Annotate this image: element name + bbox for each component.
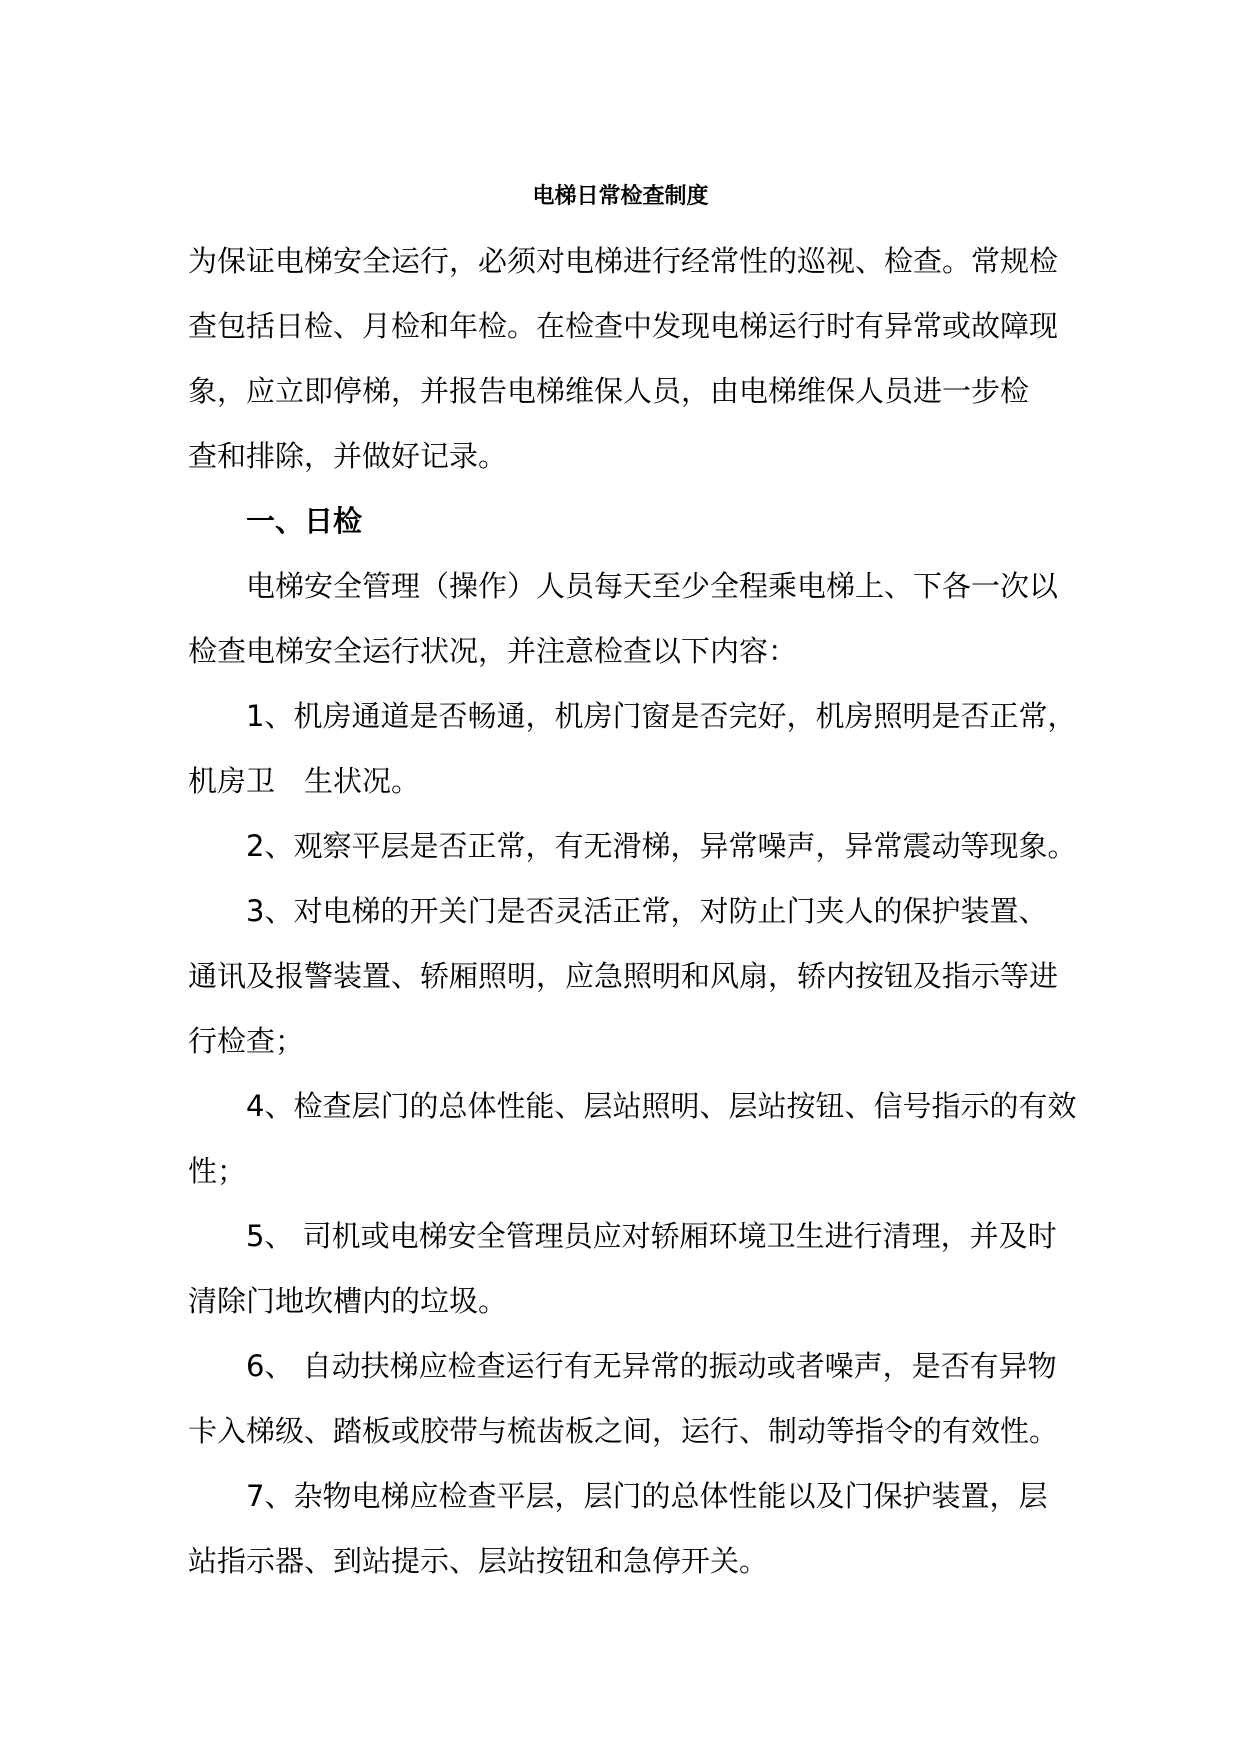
checklist-item-line: 5、 司机或电梯安全管理员应对轿厢环境卫生进行清理，并及时 [246,1219,1057,1253]
checklist-item-line: 站指示器、到站提示、层站按钮和急停开关。 [188,1544,769,1578]
checklist-item-line: 7、杂物电梯应检查平层，层门的总体性能以及门保护装置，层 [246,1479,1048,1513]
checklist-item-line: 6、 自动扶梯应检查运行有无异常的振动或者噪声，是否有异物 [246,1349,1057,1383]
checklist-item-line: 通讯及报警装置、轿厢照明，应急照明和风扇，轿内按钮及指示等进 [188,959,1059,993]
checklist-item-5 [0,1204,1241,1334]
checklist-item-7 [0,1464,1241,1594]
checklist-item-line: 行检查； [188,1024,305,1058]
checklist-item-line: 3、对电梯的开关门是否灵活正常，对防止门夹人的保护装置、 [246,894,1048,928]
checklist-item-line: 1、机房通道是否畅通，机房门窗是否完好，机房照明是否正常， [246,699,1077,733]
checklist-item-6 [0,1334,1241,1464]
checklist-item-2 [0,814,1241,879]
document-title: 电梯日常检查制度 [532,184,709,209]
intro-line: 查和排除，并做好记录。 [188,439,508,473]
section-lead-line: 电梯安全管理（操作）人员每天至少全程乘电梯上、下各一次以 [246,569,1059,603]
section-lead-paragraph [0,554,1241,684]
checklist-item-line: 2、观察平层是否正常，有无滑梯，异常噪声，异常震动等现象。 [246,829,1077,863]
section-lead-line: 检查电梯安全运行状况，并注意检查以下内容： [188,634,798,668]
checklist-item-line: 4、检查层门的总体性能、层站照明、层站按钮、信号指示的有效 [246,1089,1077,1123]
intro-line: 象，应立即停梯，并报告电梯维保人员，由电梯维保人员进一步检 [188,374,1030,408]
intro-line: 为保证电梯安全运行，必须对电梯进行经常性的巡视、检查。常规检 [188,244,1059,278]
intro-line: 查包括日检、月检和年检。在检查中发现电梯运行时有异常或故障现 [188,309,1059,343]
intro-paragraph [0,229,1241,489]
checklist-item-line: 机房卫 生状况。 [188,764,421,798]
checklist-item-1 [0,684,1241,814]
checklist-item-4 [0,1074,1241,1204]
section-heading: 一、日检 [246,504,363,538]
checklist-item-line: 性； [188,1154,247,1188]
checklist-item-3 [0,879,1241,1074]
checklist-item-line: 卡入梯级、踏板或胶带与梳齿板之间，运行、制动等指令的有效性。 [188,1414,1059,1448]
checklist-item-line: 清除门地坎槽内的垃圾。 [188,1284,508,1318]
document-body [0,164,1241,1594]
